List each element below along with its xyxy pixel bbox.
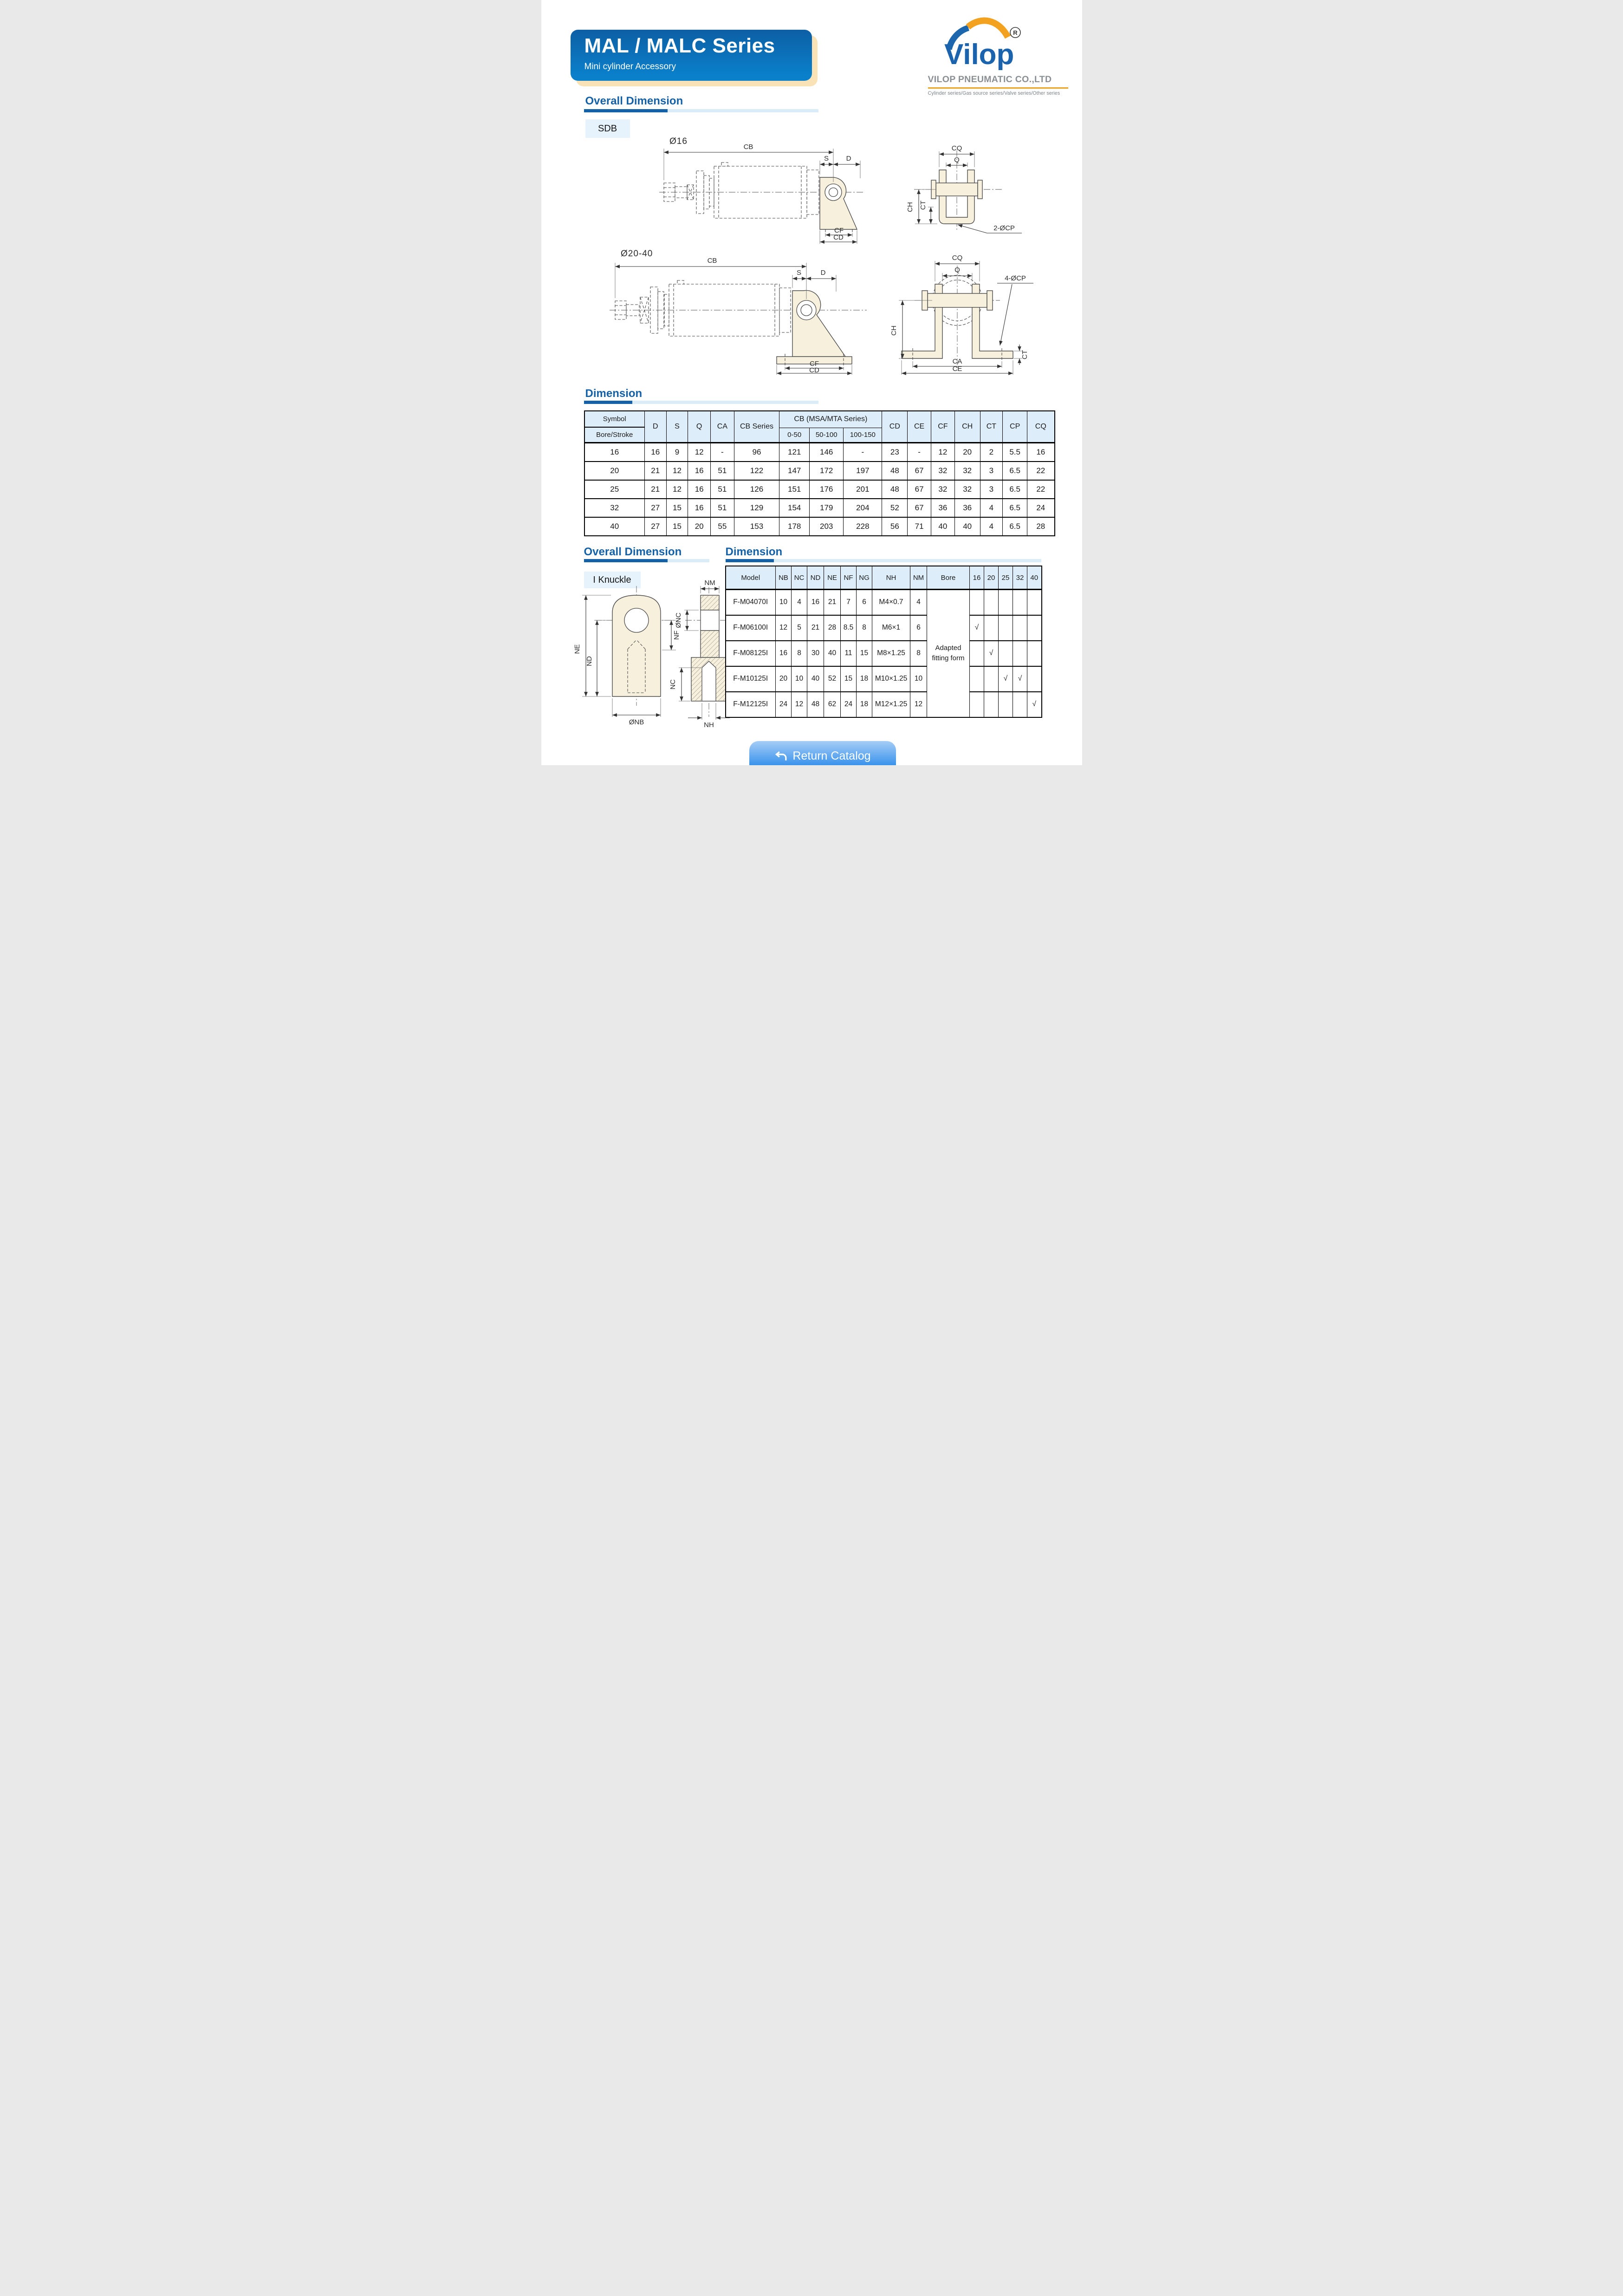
- col-bore-40: 40: [1027, 566, 1042, 590]
- col-bore-25: 25: [999, 566, 1013, 590]
- col-bore: Bore: [927, 566, 970, 590]
- col-bore-16: 16: [970, 566, 984, 590]
- section-bar-2: [584, 401, 818, 404]
- section-bar-dark: [584, 109, 668, 112]
- return-arrow-icon: [774, 750, 787, 761]
- col-cd: CD: [882, 411, 908, 443]
- page-title: MAL / MALC Series: [584, 34, 775, 57]
- sdb-16-side-drawing: [657, 134, 866, 245]
- table-row: 40 27 15 20 55 153 178 203 228 56 71 40 40 4 6.5 28: [584, 517, 1055, 536]
- dim-label-onc: ØNC: [674, 612, 682, 628]
- col-nf: NF: [841, 566, 857, 590]
- logo-divider: [928, 87, 1068, 89]
- bore-label: Ø16: [669, 137, 688, 146]
- dim-label-s: S: [796, 269, 801, 277]
- return-catalog-label: Return Catalog: [792, 749, 871, 762]
- table-row: 20 21 12 16 51 122 147 172 197 48 67 32 32 3 6.5 22: [584, 462, 1055, 480]
- sdb-2040-end-drawing: [874, 241, 1041, 377]
- tag-sdb: SDB: [585, 119, 630, 138]
- company-name: VILOP PNEUMATIC CO.,LTD: [928, 74, 1052, 85]
- col-nb: NB: [776, 566, 792, 590]
- sdb-dimension-table: [584, 410, 1055, 536]
- col-stroke-0-50: 0-50: [779, 428, 810, 442]
- col-d: D: [644, 411, 666, 443]
- col-bore-20: 20: [984, 566, 999, 590]
- section-bar-dark: [584, 559, 668, 562]
- col-ng: NG: [857, 566, 872, 590]
- table-row: F-M12125I 24 12 48 62 24 18 M12×1.25 12 √: [726, 692, 1042, 717]
- i-knuckle-drawing: [568, 579, 735, 733]
- col-group-cb-msa-mta: CB (MSA/MTA Series): [779, 411, 882, 428]
- col-cp: CP: [1003, 411, 1027, 443]
- col-stroke-50-100: 50-100: [810, 428, 844, 442]
- vilop-logo-icon: [939, 16, 1036, 72]
- dim-label-cd: CD: [809, 366, 819, 374]
- section-bar-dark: [584, 401, 632, 404]
- section-bar-light: [632, 401, 818, 404]
- dim-label-ct: CT: [1020, 350, 1029, 359]
- dim-label-s: S: [824, 155, 829, 163]
- section-bar-light: [774, 559, 1041, 562]
- dim-label-cf: CF: [834, 227, 844, 234]
- dim-label-nh: NH: [703, 721, 714, 729]
- dim-label-cd: CD: [833, 234, 844, 241]
- table-row: F-M08125I 16 8 30 40 11 15 M8×1.25 8 √: [726, 641, 1042, 666]
- dim-label-q: Q: [954, 156, 960, 164]
- series-banner: [571, 30, 812, 81]
- section-heading-overall-dimension-1: Overall Dimension: [585, 95, 683, 107]
- dim-label-nm: NM: [704, 579, 715, 587]
- dim-label-ne: NE: [573, 644, 581, 654]
- symbol-label: Symbol: [585, 411, 644, 428]
- section-bar-dark: [726, 559, 774, 562]
- col-nd: ND: [807, 566, 824, 590]
- table-row: 16 16 9 12 - 96 121 146 - 23 - 12 20 2 5.5 16: [584, 443, 1055, 462]
- col-ct: CT: [980, 411, 1003, 443]
- sdb-16-end-drawing: [887, 137, 1029, 240]
- return-catalog-button[interactable]: [749, 741, 896, 765]
- symbol-borestroke-header: [584, 411, 645, 443]
- col-ce: CE: [908, 411, 931, 443]
- section-bar-light: [668, 559, 709, 562]
- table-row: F-M06100I 12 5 21 28 8.5 8 M6×1 6 √: [726, 615, 1042, 641]
- catalog-page: [541, 0, 1082, 765]
- col-nh: NH: [872, 566, 910, 590]
- col-s: S: [666, 411, 688, 443]
- table-row: F-M04070I 10 4 16 21 7 6 M4×0.7 4 Adapted fitting form: [726, 590, 1042, 615]
- col-ch: CH: [954, 411, 980, 443]
- dim-label-q: Q: [954, 266, 960, 274]
- col-ne: NE: [824, 566, 841, 590]
- dim-label-ct: CT: [919, 201, 927, 210]
- dim-label-ca: CA: [952, 358, 962, 365]
- bore-label: Ø20-40: [620, 249, 653, 259]
- dim-label-cq: CQ: [952, 254, 962, 262]
- bore-stroke-label: Bore/Stroke: [596, 431, 633, 439]
- dim-label-cq: CQ: [951, 144, 962, 152]
- section-bar-light: [668, 109, 818, 112]
- col-nm: NM: [910, 566, 927, 590]
- dim-label-ch: CH: [906, 202, 914, 212]
- col-model: Model: [726, 566, 776, 590]
- section-bar-1: [584, 109, 818, 112]
- dim-label-onb: ØNB: [629, 718, 644, 726]
- col-nc: NC: [792, 566, 807, 590]
- knuckle-dimension-table: [725, 566, 1042, 718]
- dim-label-2cp: 2-ØCP: [993, 224, 1015, 232]
- col-q: Q: [688, 411, 711, 443]
- adapted-fitting-form-cell: Adapted fitting form: [927, 590, 970, 717]
- dim-label-cf: CF: [809, 360, 819, 368]
- sdb-2040-side-drawing: [608, 245, 870, 375]
- dim-label-d: D: [846, 155, 851, 163]
- dim-label-4cp: 4-ØCP: [1004, 274, 1026, 282]
- col-bore-32: 32: [1013, 566, 1027, 590]
- dim-label-ce: CE: [952, 365, 962, 373]
- col-cq: CQ: [1027, 411, 1055, 443]
- col-stroke-100-150: 100-150: [844, 428, 882, 442]
- dim-label-cb: CB: [743, 143, 753, 151]
- col-ca: CA: [711, 411, 734, 443]
- dim-label-nf: NF: [672, 631, 681, 640]
- table-row: F-M10125I 20 10 40 52 15 18 M10×1.25 10 √ √: [726, 666, 1042, 692]
- table-row: 32 27 15 16 51 129 154 179 204 52 67 36 36 4 6.5 24: [584, 499, 1055, 517]
- company-tagline: Cylinder series/Gas source series/Valve series/Other series: [928, 91, 1060, 96]
- dim-label-nd: ND: [585, 656, 593, 666]
- dim-label-ch: CH: [889, 325, 898, 336]
- dim-label-cb: CB: [707, 257, 717, 265]
- logo-text-block: [928, 74, 1068, 96]
- section-heading-dimension-2: Dimension: [725, 546, 783, 558]
- section-heading-overall-dimension-2: Overall Dimension: [584, 546, 682, 558]
- registered-letter: R: [1013, 29, 1018, 36]
- section-heading-dimension-1: Dimension: [585, 387, 643, 400]
- logo-wordmark: Vilop: [944, 39, 1014, 71]
- col-cf: CF: [931, 411, 955, 443]
- table-row: 25 21 12 16 51 126 151 176 201 48 67 32 32 3 6.5 22: [584, 480, 1055, 499]
- col-cb-series: CB Series: [734, 411, 779, 443]
- page-subtitle: Mini cylinder Accessory: [584, 62, 676, 72]
- tag-i-knuckle: I Knuckle: [584, 572, 641, 588]
- dim-label-d: D: [820, 269, 825, 277]
- dim-label-nc: NC: [669, 679, 677, 689]
- logo-arc-orange: [968, 20, 1008, 37]
- section-bar-3: [584, 559, 709, 562]
- section-bar-4: [726, 559, 1041, 562]
